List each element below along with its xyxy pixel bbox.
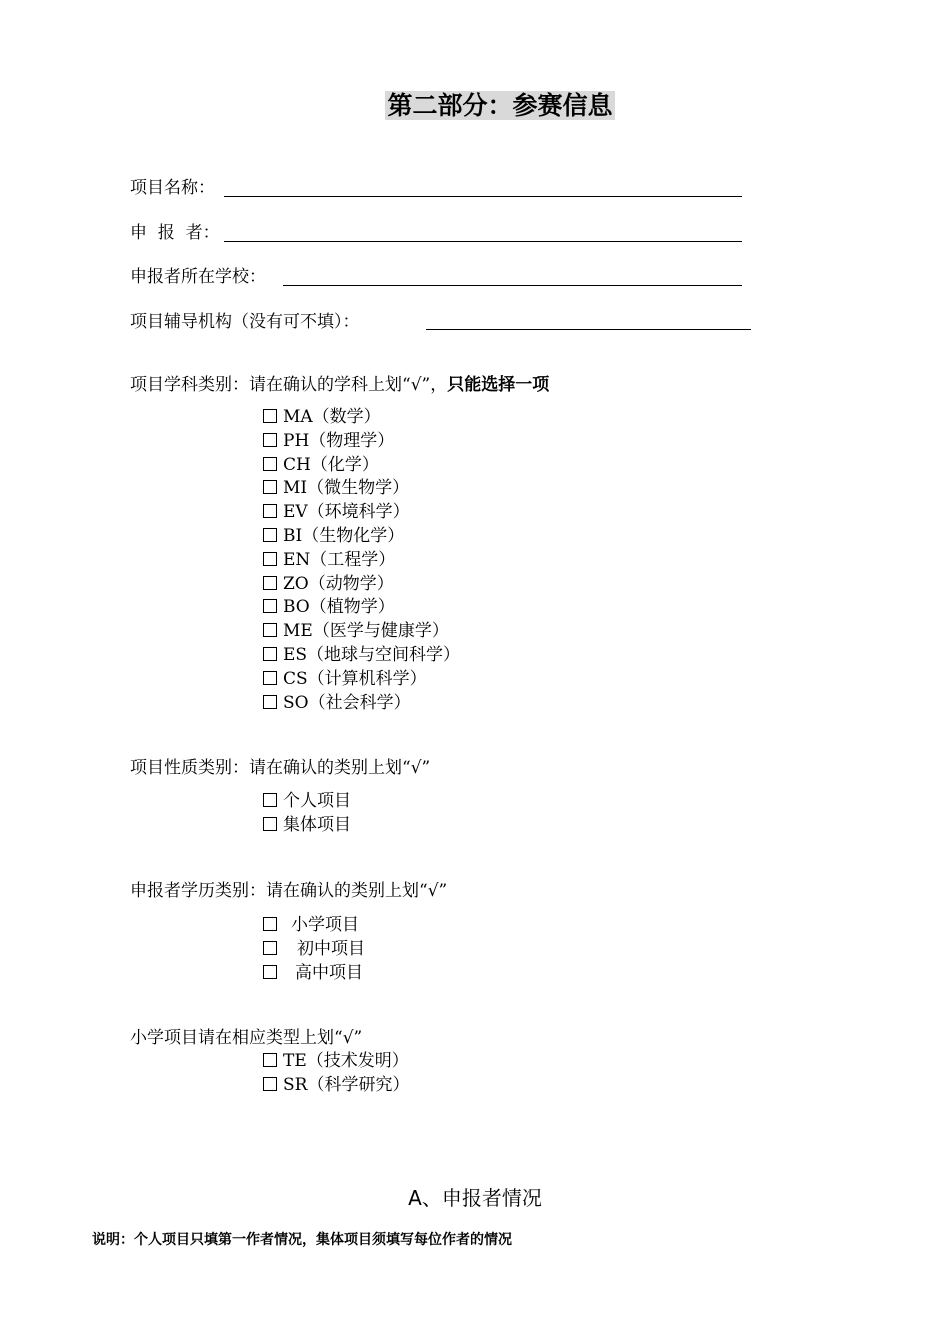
applicant-label: 申 报 者： [130,223,220,243]
subject-option-bi[interactable]: BI（生物化学） [263,525,460,549]
checkbox-icon[interactable] [263,599,277,613]
primary-type-option-sr[interactable]: SR（科学研究） [263,1074,409,1098]
checkbox-icon[interactable] [263,1077,277,1091]
nature-category-label: 项目性质类别：请在确认的类别上划“√” [130,758,431,778]
subject-option-ph[interactable]: PH（物理学） [263,430,460,454]
checkbox-icon[interactable] [263,793,277,807]
page-title-text: 第二部分：参赛信息 [387,91,613,120]
checkbox-icon[interactable] [263,965,277,979]
primary-type-option-te[interactable]: TE（技术发明） [263,1050,409,1074]
applicant-field[interactable] [224,241,742,242]
checkbox-icon[interactable] [263,623,277,637]
subject-option-ma[interactable]: MA（数学） [263,406,460,430]
checkbox-icon[interactable] [263,941,277,955]
section-a-title: A、申报者情况 [408,1186,542,1210]
primary-type-options [263,1050,409,1098]
nature-option-group[interactable]: 集体项目 [263,814,351,838]
checkbox-icon[interactable] [263,695,277,709]
subject-category-instruction: 项目学科类别：请在确认的学科上划“√”， [130,375,448,395]
checkbox-icon[interactable] [263,552,277,566]
nature-options [263,790,351,838]
subject-option-en[interactable]: EN（工程学） [263,549,460,573]
tutor-org-field[interactable] [426,329,751,330]
subject-options [263,406,460,715]
tutor-org-label: 项目辅导机构（没有可不填）： [130,312,360,332]
checkbox-icon[interactable] [263,528,277,542]
checkbox-icon[interactable] [263,433,277,447]
subject-option-zo[interactable]: ZO（动物学） [263,573,460,597]
checkbox-icon[interactable] [263,1053,277,1067]
subject-option-me[interactable]: ME（医学与健康学） [263,620,460,644]
nature-option-individual[interactable]: 个人项目 [263,790,351,814]
subject-option-es[interactable]: ES（地球与空间科学） [263,644,460,668]
education-option-senior[interactable]: 高中项目 [263,962,365,986]
subject-option-mi[interactable]: MI（微生物学） [263,477,460,501]
checkbox-icon[interactable] [263,817,277,831]
checkbox-icon[interactable] [263,409,277,423]
section-a-note: 说明：个人项目只填第一作者情况，集体项目须填写每位作者的情况 [92,1232,512,1248]
education-options [263,914,365,985]
subject-option-ch[interactable]: CH（化学） [263,454,460,478]
checkbox-icon[interactable] [263,647,277,661]
subject-option-cs[interactable]: CS（计算机科学） [263,668,460,692]
primary-type-label: 小学项目请在相应类型上划“√” [130,1028,363,1048]
checkbox-icon[interactable] [263,457,277,471]
subject-option-so[interactable]: SO（社会科学） [263,692,460,716]
subject-option-ev[interactable]: EV（环境科学） [263,501,460,525]
education-option-primary[interactable]: 小学项目 [263,914,365,938]
subject-category-label [130,373,549,397]
subject-category-emphasis: 只能选择一项 [447,375,550,395]
school-field[interactable] [283,285,742,286]
checkbox-icon[interactable] [263,917,277,931]
education-category-label: 申报者学历类别：请在确认的类别上划“√” [130,881,448,901]
school-label: 申报者所在学校： [130,267,266,287]
checkbox-icon[interactable] [263,576,277,590]
checkbox-icon[interactable] [263,504,277,518]
subject-option-bo[interactable]: BO（植物学） [263,596,460,620]
education-option-junior[interactable]: 初中项目 [263,938,365,962]
project-name-field[interactable] [224,196,742,197]
checkbox-icon[interactable] [263,671,277,685]
page-title [0,88,950,124]
project-name-label: 项目名称： [130,178,215,198]
checkbox-icon[interactable] [263,480,277,494]
